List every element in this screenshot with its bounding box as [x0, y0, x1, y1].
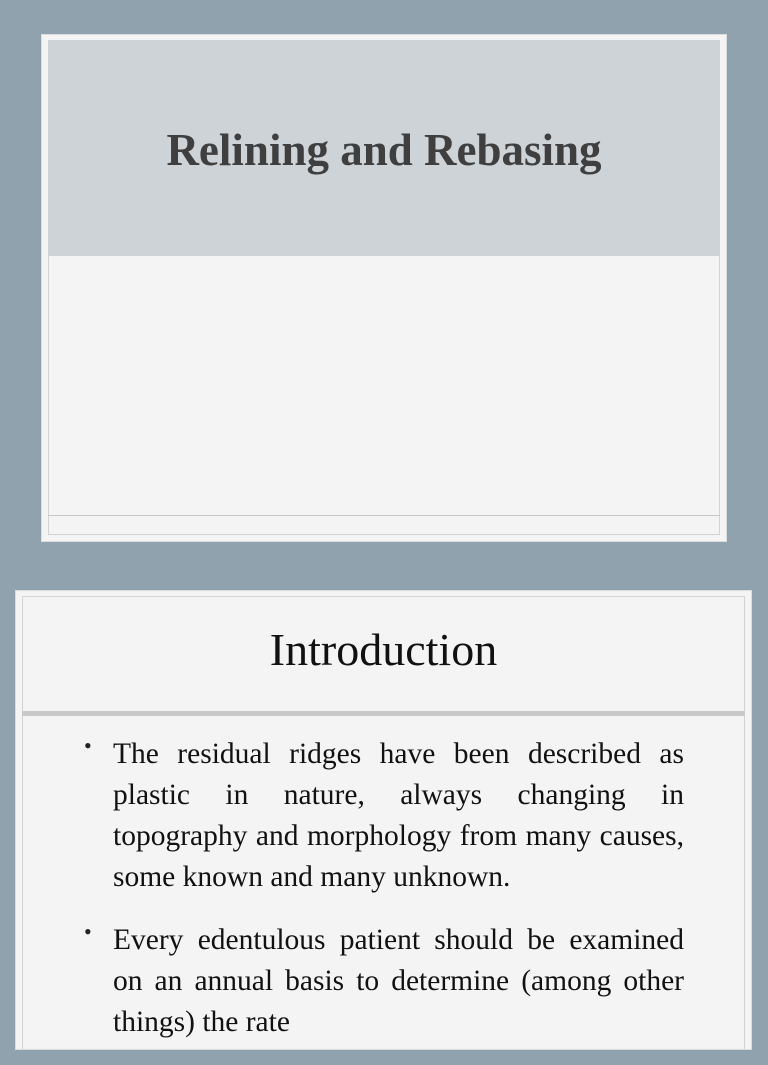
bullet-icon: • [84, 919, 92, 944]
footer-divider [48, 515, 720, 516]
bullet-item [84, 734, 684, 898]
heading-divider [22, 711, 745, 716]
bullet-text: The residual ridges have been described as plastic in nature, always changing in topography and morphology from many causes, some known and many unknown. [113, 738, 684, 893]
slide-heading: Introduction [269, 624, 498, 675]
bullet-text: Every edentulous patient should be examined on an annual basis to determine (among other things) the rate [113, 924, 684, 1038]
bullet-list [84, 734, 684, 1065]
title-band [48, 40, 720, 256]
bullet-item [84, 920, 684, 1043]
title-slide [41, 34, 727, 542]
slide-title: Relining and Rebasing [166, 125, 602, 175]
bullet-icon: • [84, 733, 92, 758]
introduction-slide [15, 590, 752, 1050]
